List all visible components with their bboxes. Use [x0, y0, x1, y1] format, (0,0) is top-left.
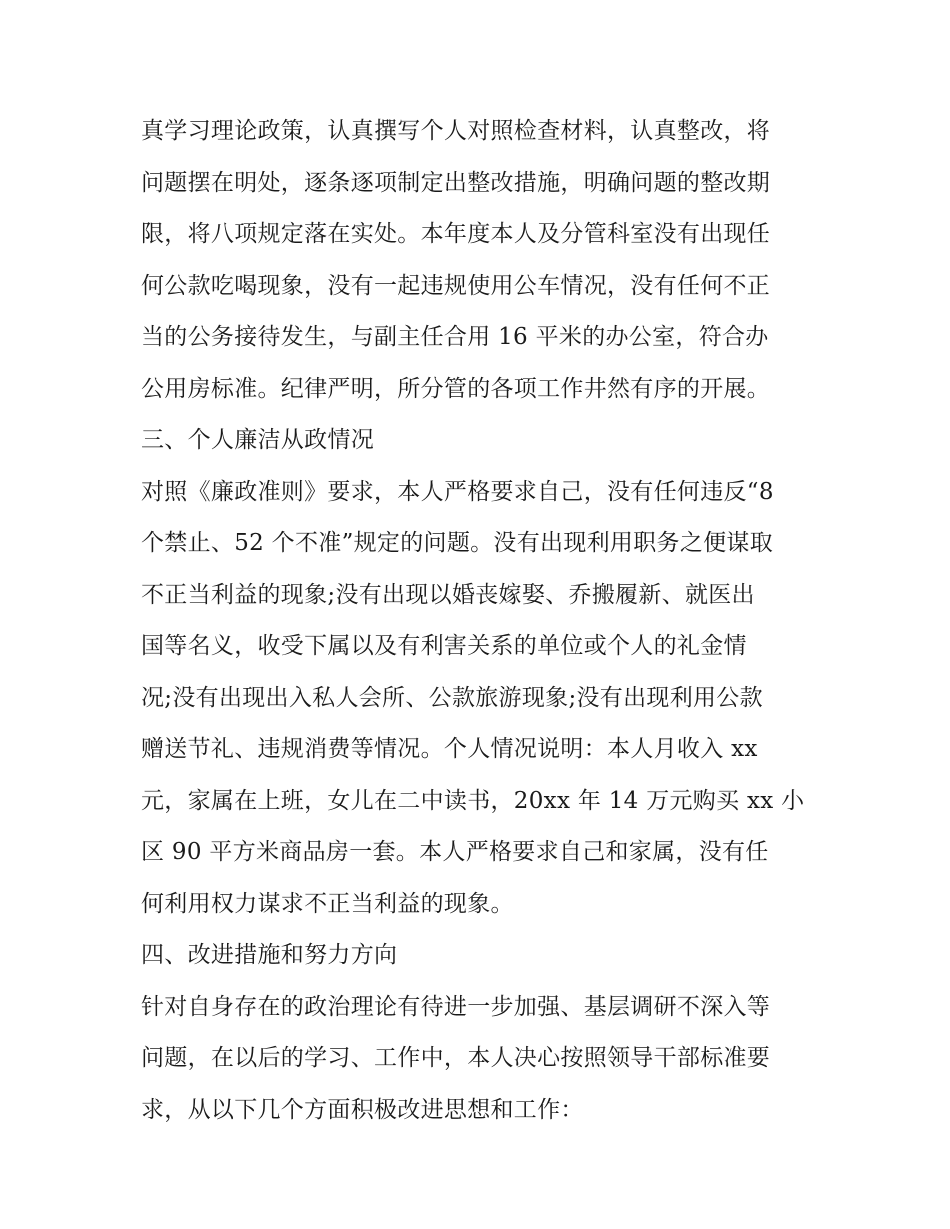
text-line: 不正当利益的现象;没有出现以婚丧嫁娶、乔搬履新、就医出	[141, 581, 755, 608]
text-line: 真学习理论政策，认真撰写个人对照检查材料，认真整改，将	[141, 118, 771, 144]
text-line: 求，从以下几个方面积极改进思想和工作：	[141, 1096, 584, 1123]
text-line: 何公款吃喝现象，没有一起违规使用公车情况，没有任何不正	[141, 272, 771, 299]
text-line: 何利用权力谋求不正当利益的现象。	[141, 890, 514, 917]
text-line: 问题，在以后的学习、工作中，本人决心按照领导干部标准要	[141, 1045, 771, 1071]
text-line: 针对自身存在的政治理论有待进一步加强、基层调研不深入等	[141, 993, 771, 1020]
text-line: 问题摆在明处，逐条逐项制定出整改措施，明确问题的整改期	[141, 169, 771, 196]
text-line: 个禁止、52 个不准”规定的问题。没有出现利用职务之便谋取	[141, 530, 774, 556]
section-heading: 四、改进措施和努力方向	[141, 942, 398, 968]
text-line: 国等名义，收受下属以及有利害关系的单位或个人的礼金情	[141, 633, 747, 659]
text-line: 公用房标准。纪律严明，所分管的各项工作井然有序的开展。	[141, 375, 771, 402]
text-line: 当的公务接待发生，与副主任合用 16 平米的办公室，符合办	[141, 324, 769, 350]
section-heading: 三、个人廉洁从政情况	[141, 427, 374, 453]
text-line: 区 90 平方米商品房一套。本人严格要求自己和家属，没有任	[141, 839, 769, 865]
text-line: 元，家属在上班，女儿在二中读书，20xx 年 14 万元购买 xx 小	[141, 787, 805, 814]
text-line: 况;没有出现出入私人会所、公款旅游现象;没有出现利用公款	[141, 684, 763, 711]
text-line: 对照《廉政准则》要求，本人严格要求自己，没有任何违反“8	[141, 478, 774, 505]
text-line: 限，将八项规定落在实处。本年度本人及分管科室没有出现任	[141, 221, 771, 247]
document-body	[141, 109, 821, 1139]
text-line: 赠送节礼、违规消费等情况。个人情况说明：本人月收入 xx	[141, 736, 758, 762]
